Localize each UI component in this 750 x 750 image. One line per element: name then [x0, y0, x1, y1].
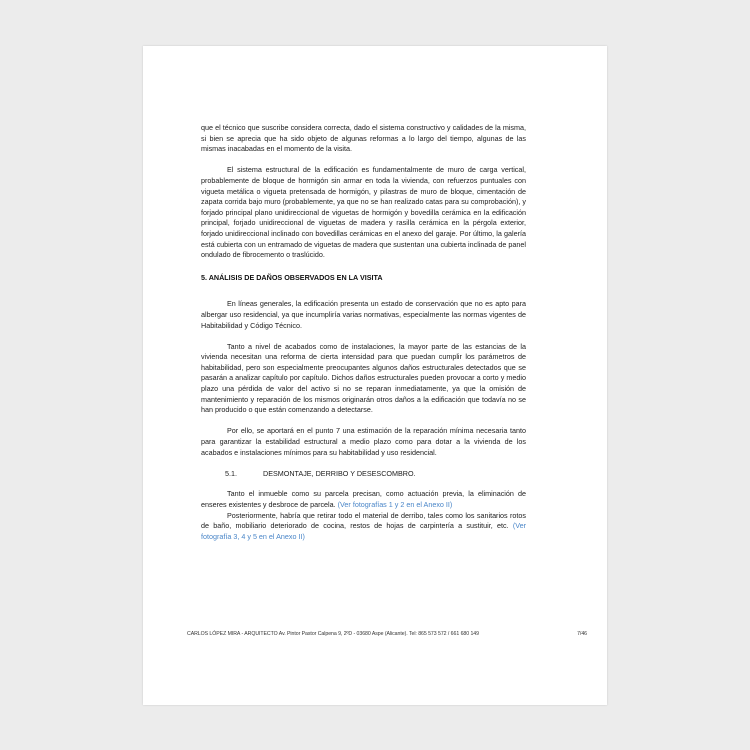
section-heading: 5. ANÁLISIS DE DAÑOS OBSERVADOS EN LA VISITA: [201, 272, 383, 282]
paragraph-3: En líneas generales, la edificación presenta un estado de conservación que no es apto para albergar uso residencial, ya que incumpliría varias normativas, especialmente las normas vigentes de Habitabilidad y Código Técnico.: [201, 299, 526, 330]
paragraph-6: [201, 489, 526, 510]
page-number: 7/46: [577, 631, 587, 637]
document-page: [143, 46, 607, 705]
subsection-title: DESMONTAJE, DERRIBO Y DESESCOMBRO.: [263, 468, 416, 478]
subsection-number: 5.1.: [225, 468, 237, 478]
page-footer: [187, 631, 587, 637]
photo-reference-link[interactable]: (Ver fotografías 1 y 2 en el Anexo II): [337, 500, 453, 509]
paragraph-7: [201, 511, 526, 543]
footer-text: CARLOS LÓPEZ MIRA - ARQUITECTO Av. Pintor Pastor Calpena 9, 2ºD - 03680 Aspe (Alicante). Tel: 865 573 572 / 661 680 149: [187, 631, 479, 637]
paragraph-7-text: Posteriormente, habría que retirar todo el material de derribo, tales como los sanitarios rotos de baño, mobiliario deteriorado de cocina, restos de hojas de carpintería a sustituir, etc.: [201, 510, 526, 531]
paragraph-2: El sistema estructural de la edificación es fundamentalmente de muro de carga vertical, probablemente de bloque de hormigón sin armar en toda la vivienda, con refuerzos puntuales con vigueta metálica o vigueta pretensada de hormigón, y pilastras de muro de bloque, cimentación de zapata corrida bajo muro (probablemente, ya que no se han realizado catas para su comprobación), y forjado principal plano unidireccional de viguetas de hormigón y bovedilla cerámica en la edificación principal, forjado unidireccional de viguetas de madera y rasilla cerámica en la pérgola exterior, forjado unidireccional inclinado con bovedillas cerámicas en el anexo del garaje. Por último, la galería está cubierta con un entramado de viguetas de madera que sustentan una cubierta inclinada de panel ondulado de fibrocemento o traslúcido.: [201, 165, 526, 260]
paragraph-5: Por ello, se aportará en el punto 7 una estimación de la reparación mínima necesaria tanto para garantizar la estabilidad estructural a medio plazo como para dotar a la vivienda de los acabados e instalaciones mínimos para su habitabilidad y uso residencial.: [201, 426, 526, 457]
document-body: [201, 123, 526, 542]
paragraph-4: Tanto a nivel de acabados como de instalaciones, la mayor parte de las estancias de la vivienda necesitan una reforma de cierta intensidad para que puedan cumplir los parámetros de habitabilidad, pero son especialmente preocupantes algunos daños estructurales detectados que se pasarán a analizar capítulo por capítulo. Dichos daños estructurales pueden provocar a corto y medio plazo una pérdida de valor del activo si no se reparan inmediatamente, ya que la omisión de mantenimiento y reparación de los mismos originarán otros daños a la edificación que todavía no se han producido o que están comenzando a detectarse.: [201, 341, 526, 415]
paragraph-1: que el técnico que suscribe considera correcta, dado el sistema constructivo y calidades de la misma, si bien se aprecia que ha sido objeto de algunas reformas a lo largo del tiempo, algunas de las mismas inacabadas en el momento de la visita.: [201, 123, 526, 154]
paragraph-6-text: Tanto el inmueble como su parcela precisan, como actuación previa, la eliminación de enseres existentes y desbroce de parcela.: [201, 489, 526, 509]
subsection-heading: [201, 469, 526, 480]
photo-reference-link[interactable]: (Ver fotografía 3, 4 y 5 en el Anexo II): [201, 521, 526, 541]
